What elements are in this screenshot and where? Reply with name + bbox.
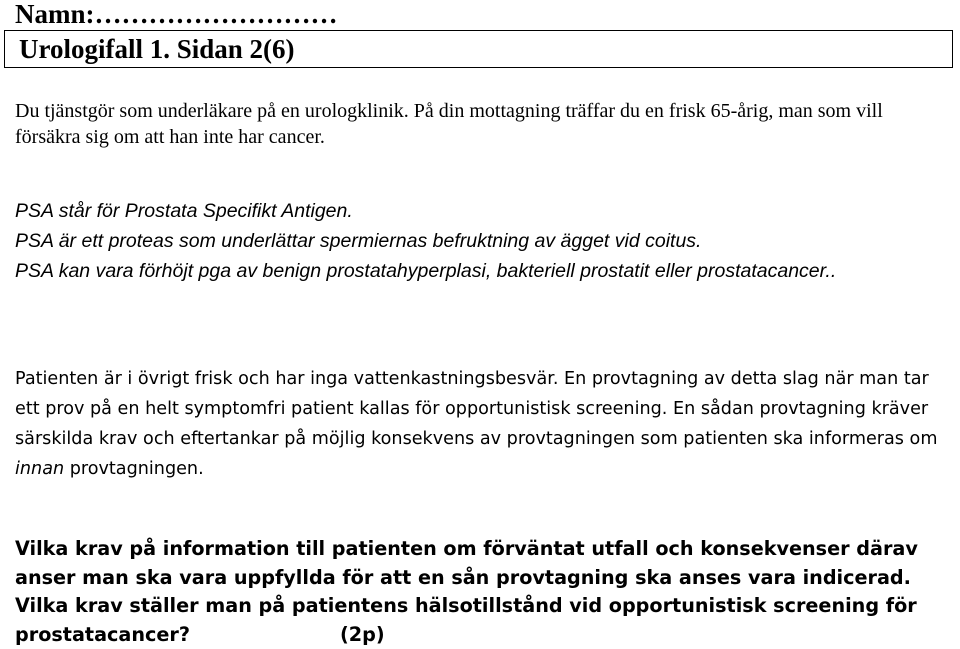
psa-fact-2: PSA är ett proteas som underlättar spermiernas befruktning av ägget vid coitus. — [15, 230, 702, 252]
patient-text-after: provtagningen. — [64, 459, 204, 479]
patient-emphasis: innan — [15, 459, 65, 479]
question-text: Vilka krav på information till patienten om förväntat utfall och konsekvenser därav anser man ska vara uppfyllda för att en sån provtagning ska anses vara indicerad. Vilka krav ställer man på patientens hälsotillstånd vid opportunistisk screening för prostatacancer? — [15, 537, 918, 646]
patient-text-before: Patienten är i övrigt frisk och har inga vattenkastningsbesvär. En provtagning av detta slag när man tar ett prov på en helt symptomfri patient kallas för opportunistisk screening. En sådan provtagning kräver särskilda krav och eftertankar på möjlig konsekvens av provtagningen som patienten ska informeras om — [15, 369, 938, 449]
name-field-label: Namn:……………………… — [15, 0, 338, 29]
patient-paragraph — [15, 364, 955, 484]
psa-fact-3: PSA kan vara förhöjt pga av benign prostatahyperplasi, bakteriell prostatit eller prostatacancer.. — [15, 260, 837, 282]
psa-fact-1: PSA står för Prostata Specifikt Antigen. — [15, 200, 353, 222]
question-points: (2p) — [340, 622, 385, 646]
psa-facts — [15, 196, 945, 286]
case-intro: Du tjänstgör som underläkare på en urologklinik. På din mottagning träffar du en frisk 65-årig, man som vill försäkra sig om att han inte har cancer. — [15, 100, 883, 148]
exam-question — [15, 535, 955, 649]
page-title: Urologifall 1. Sidan 2(6) — [19, 34, 295, 64]
page-title-box — [4, 30, 953, 68]
